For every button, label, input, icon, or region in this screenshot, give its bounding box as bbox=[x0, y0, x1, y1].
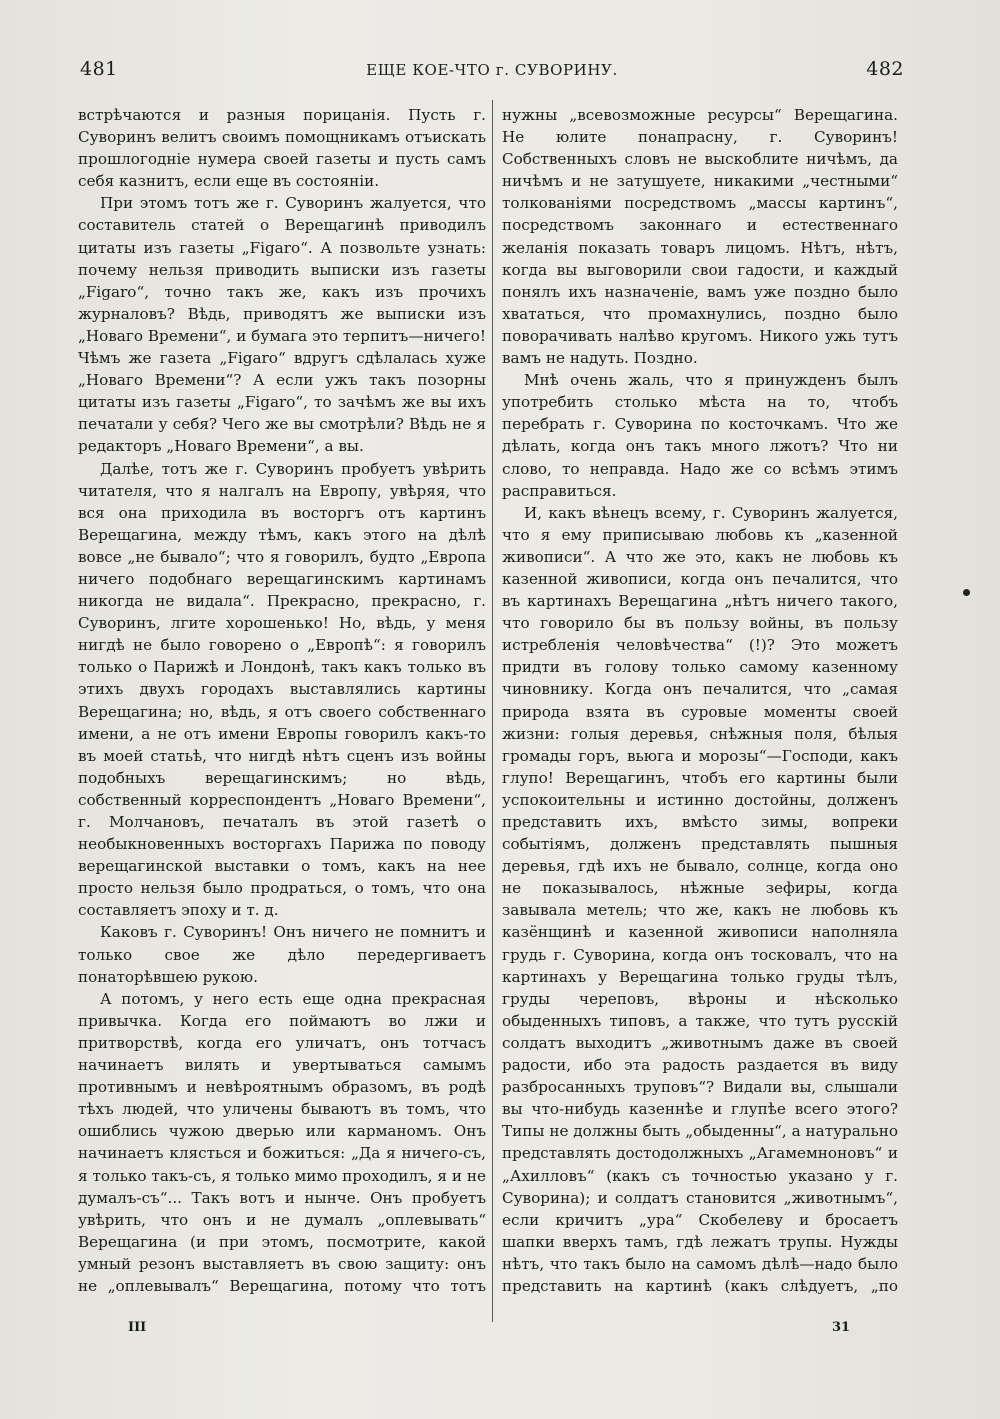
paragraph: встрѣчаются и разныя порицанія. Пусть г. Суворинъ велитъ своимъ помощникамъ отъискать прошлогодніе нумера своей газеты и пусть самъ себя казнитъ, если еще въ состояніи. bbox=[78, 106, 486, 191]
paragraph: Мнѣ очень жаль, что я принужденъ былъ употребить столько мѣста на то, чтобъ перебрать г. Суворина по косточкамъ. Что же дѣлать, когда онъ такъ много лжотъ? Что ни слово, то неправда. Надо же со всѣмъ этимъ расправиться. bbox=[502, 371, 898, 500]
paragraph: Каковъ г. Суворинъ! Онъ ничего не помнитъ и только свое же дѣло передергиваетъ понаторѣвшею рукою. bbox=[78, 923, 486, 986]
paragraph: А потомъ, у него есть еще одна прекрасная привычка. Когда его поймаютъ во лжи и притворствѣ, когда его уличатъ, онъ тотчасъ начинаетъ вилять и увертываться самымъ противнымъ и невѣроятнымъ образомъ, въ родѣ тѣхъ людей, что уличены бываютъ въ томъ, что ошиблись чужою дверью или карманомъ. Онъ начинаетъ клясться и божиться: „Да я ничего-съ, я только такъ-съ, я только мимо проходилъ, я и не думалъ-съ“... Такъ вотъ и нынче. Онъ пробуетъ увѣрить, что онъ и не думалъ „оплевывать“ Верещагина (и при этомъ, посмотрите, какой умный резонъ выставляетъ въ свою защиту: онъ не „оплевывалъ“ Верещагина, потому что тотъ bbox=[78, 989, 486, 1295]
left-column bbox=[78, 104, 486, 1299]
paragraph: И, какъ вѣнецъ всему, г. Суворинъ жалуется, что я ему приписываю любовь къ „казенной живописи“. А что же это, какъ не любовь къ казенной живописи, когда онъ печалится, что въ картинахъ Верещагина „нѣтъ ничего такого, что говорило бы въ пользу войны, въ пользу истребленія человѣчества“ (!)? Это можетъ придти въ голову только самому казенному чиновнику. Когда онъ печалится, что „самая природа взята въ суровые моменты своей жизни: голыя деревья, снѣжныя поля, бѣлыя громады горъ, вьюга и морозы“—Господи, какъ глупо! Верещагинъ, чтобъ его картины были успокоительны и истинно достойны, долженъ представить ихъ, вмѣсто зимы, вопреки событіямъ, долженъ представлять пышныя деревья, гдѣ ихъ не бывало, солнце, когда оно не показывалось, нѣжные зефиры, когда завывала метель; что же, какъ не любовь къ казёнщинѣ и казенной живописи наполняла грудь г. Суворина, когда онъ тосковалъ, что на картинахъ у Верещагина только груды тѣлъ, груды череповъ, вѣроны и нѣсколько обыденныхъ типовъ, а также, что тутъ русскій солдатъ выходитъ „животнымъ даже въ своей радости, ибо эта радость раздается въ виду разбросанныхъ труповъ“? Видали вы, слышали вы что-нибудь казеннѣе и глупѣе всего этого? Типы не должны быть „обыденны“, а натурально представлять достодолжныхъ „Агамемноновъ“ и „Ахилловъ“ (какъ съ точностью указано у г. Суворина); и солдатъ становится „животнымъ“, если кричитъ „ура“ Скобелеву и бросаетъ шапки вверхъ тамъ, гдѣ лежатъ трупы. Нужды нѣтъ, что такъ было на самомъ дѣлѣ—надо было представить на картинѣ (какъ слѣдуетъ, „по bbox=[502, 503, 898, 1295]
page-header bbox=[80, 58, 904, 88]
paragraph: При этомъ тотъ же г. Суворинъ жалуется, что составитель статей о Верещагинѣ приводилъ цитаты изъ газеты „Figaro“. А позвольте узнать: почему нельзя приводить выписки изъ газеты „Figaro“, точно такъ же, какъ изъ прочихъ журналовъ? Вѣдь, приводятъ же выписки изъ „Новаго Времени“, и бумага это терпитъ—ничего! Чѣмъ же газета „Figaro“ вдругъ сдѣлалась хуже „Новаго Времени“? А если ужъ такъ позорны цитаты изъ газеты „Figaro“, то зачѣмъ же вы ихъ печатали у себя? Чего же вы смотрѣли? Вѣдь не я редакторъ „Новаго Времени“, а вы. bbox=[78, 194, 486, 456]
ink-spot bbox=[963, 589, 970, 596]
paragraph: нужны „всевозможные ресурсы“ Верещагина. Не юлите понапрасну, г. Суворинъ! Собственныхъ словъ не выскоблите ничѣмъ, да ничѣмъ и не затушуете, никакими „честными“ толкованіями посредствомъ „массы картинъ“, посредствомъ законнаго и естественнаго желанія показать товаръ лицомъ. Нѣтъ, нѣтъ, когда вы выговорили свои гадости, и каждый понялъ ихъ назначеніе, вамъ уже поздно было хвататься, что промахнулись, поздно было поворачивать налѣво кругомъ. Никого ужь тутъ вамъ не надуть. Поздно. bbox=[502, 106, 898, 368]
paragraph: Далѣе, тотъ же г. Суворинъ пробуетъ увѣрить читателя, что я налгалъ на Европу, увѣряя, что вся она приходила въ восторгъ отъ картинъ Верещагина, между тѣмъ, какъ этого на дѣлѣ вовсе „не бывало“; что я говорилъ, будто „Европа ничего подобнаго верещагинскимъ картинамъ никогда не видала“. Прекрасно, прекрасно, г. Суворинъ, лгите хорошенько! Но, вѣдь, у меня нигдѣ не было говорено о „Европѣ“: я говорилъ только о Парижѣ и Лондонѣ, такъ какъ только въ этихъ двухъ городахъ выставлялись картины Верещагина; но, вѣдь, я отъ своего собственнаго имени, а не отъ имени Европы говорилъ какъ-то въ моей статьѣ, что нигдѣ нѣтъ сценъ изъ войны подобныхъ верещагинскимъ; но вѣдь, собственный корреспондентъ „Новаго Времени“, г. Молчановъ, печаталъ въ этой газетѣ о необыкновенныхъ восторгахъ Парижа по поводу верещагинской выставки о томъ, какъ на нее просто нельзя было продраться, о томъ, что она составляетъ эпоху и т. д. bbox=[78, 459, 486, 920]
signature-mark-right: 31 bbox=[832, 1320, 851, 1335]
right-column bbox=[502, 104, 898, 1299]
column-divider bbox=[492, 100, 493, 1322]
page-number-left: 481 bbox=[80, 58, 118, 80]
signature-mark-left: III bbox=[128, 1320, 147, 1335]
page-number-right: 482 bbox=[866, 58, 904, 80]
running-title: ЕЩЕ КОЕ-ЧТО г. СУВОРИНУ. bbox=[366, 61, 618, 79]
